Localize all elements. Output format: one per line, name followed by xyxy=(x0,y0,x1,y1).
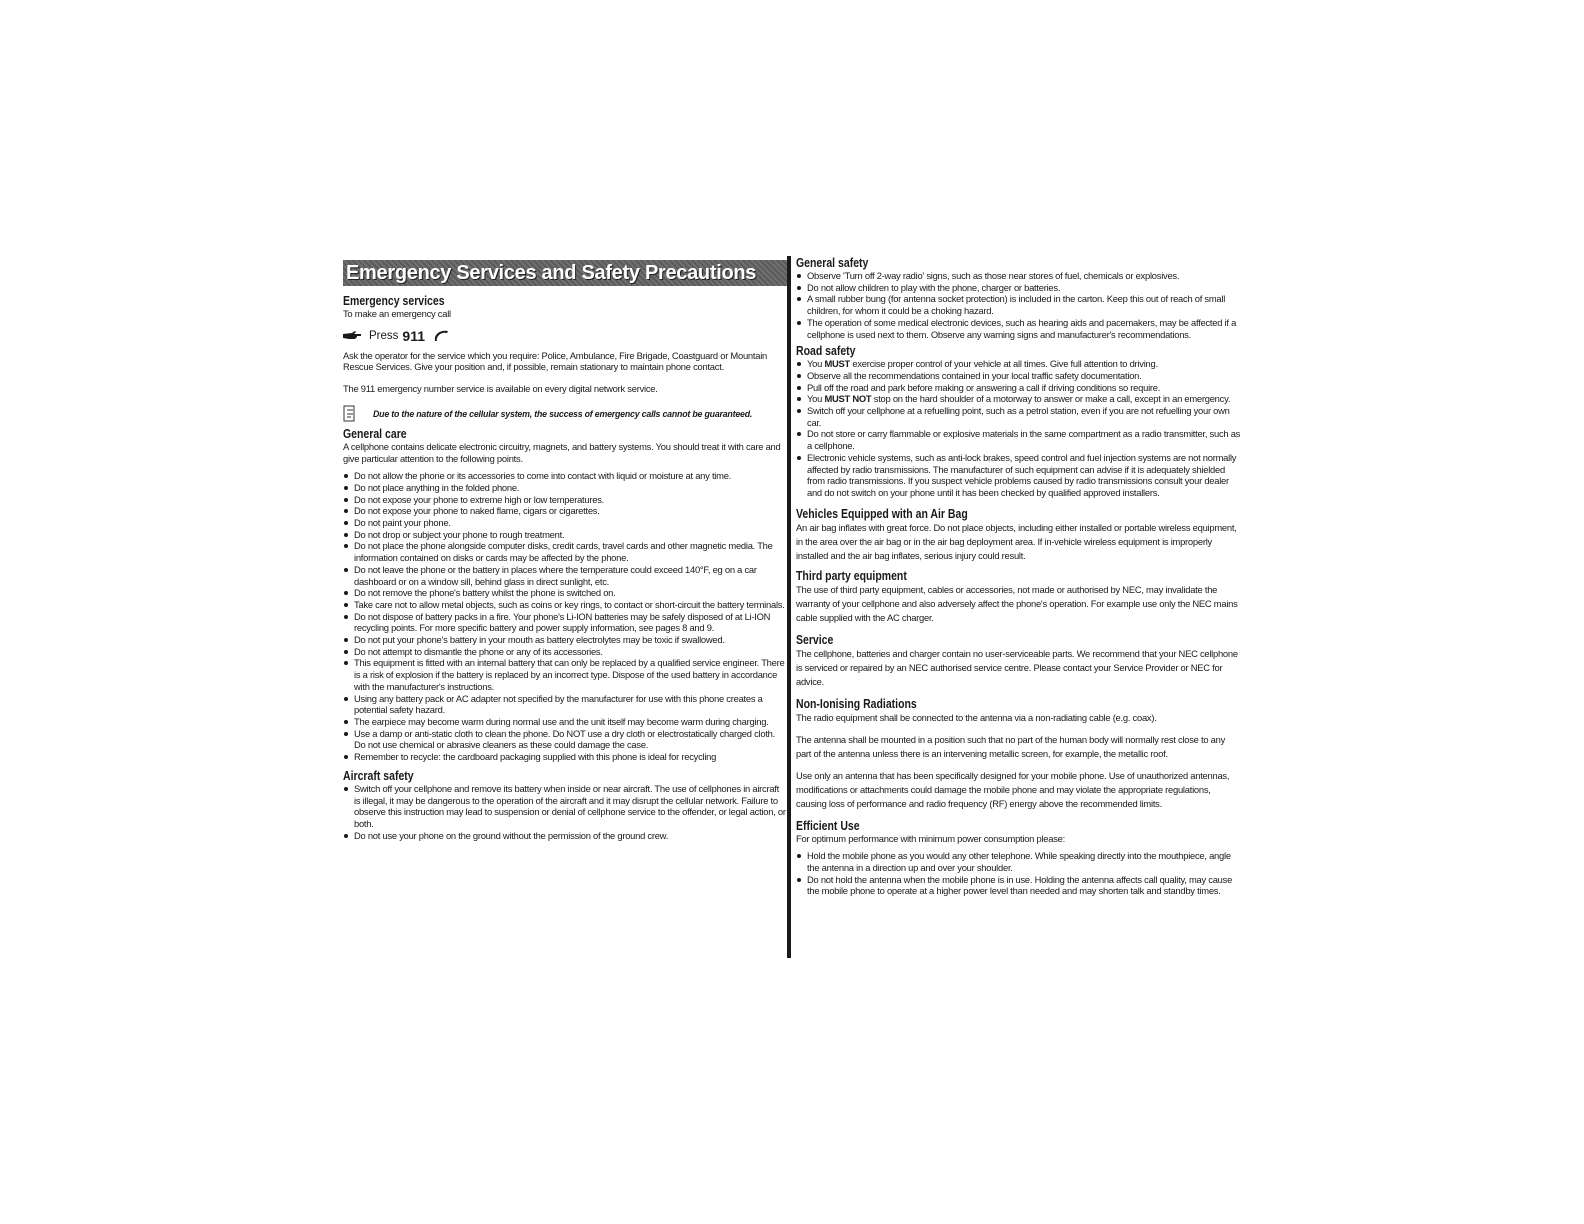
press-label: Press xyxy=(369,329,399,342)
list-item: Switch off your cellphone and remove its battery when inside or near aircraft. The use of cellphones in aircraft is illegal, it may be dangerous to the operation of the aircraft and it may disrupt the cellular network. Failure to observe this instruction may lead to suspension or denial of cellphone service to the offender, or legal action, or both. xyxy=(343,783,787,830)
general-care-intro: A cellphone contains delicate electronic circuitry, magnets, and battery systems. You should treat it with care and give particular attention to the following points. xyxy=(343,440,781,464)
list-item: Do not use your phone on the ground without the permission of the ground crew. xyxy=(343,830,787,842)
emergency-intro: To make an emergency call xyxy=(343,308,451,319)
list-item: Do not paint your phone. xyxy=(343,517,787,529)
list-item: Do not put your phone's battery in your mouth as battery electrolytes may be toxic if swallowed. xyxy=(343,634,787,646)
left-column xyxy=(343,256,787,841)
service-heading: Service xyxy=(796,632,834,647)
list-item: Do not attempt to dismantle the phone or any of its accessories. xyxy=(343,646,787,658)
general-care-list xyxy=(343,470,787,763)
list-item: Do not expose your phone to extreme high or low temperatures. xyxy=(343,494,787,506)
list-item: A small rubber bung (for antenna socket protection) is included in the carton. Keep this out of reach of small children, for whom it could be a choking hazard. xyxy=(796,293,1242,316)
list-item: Do not place anything in the folded phone. xyxy=(343,482,787,494)
telephone-handset-icon xyxy=(433,330,449,342)
list-item: Observe 'Turn off 2-way radio' signs, such as those near stores of fuel, chemicals or explosives. xyxy=(796,270,1242,282)
service-text: The cellphone, batteries and charger contain no user-serviceable parts. We recommend that your NEC cellphone is serviced or repaired by an NEC authorised service centre. Please contact your Service Provider or NEC for advice. xyxy=(796,647,1238,687)
efficient-use-intro: For optimum performance with minimum power consumption please: xyxy=(796,832,1065,844)
emergency-para-1: Ask the operator for the service which you require: Police, Ambulance, Fire Brigade, Coastguard or Mountain Rescue Services. Give your position and, if possible, remain stationary to maintain phone contact. xyxy=(343,349,767,373)
list-item: Remember to recycle: the cardboard packaging supplied with this phone is ideal for recycling xyxy=(343,751,787,763)
efficient-use-heading: Efficient Use xyxy=(796,818,860,833)
non-ionising-heading: Non-Ionising Radiations xyxy=(796,696,917,711)
list-item: Do not dispose of battery packs in a fire. Your phone's Li-ION batteries may be safely disposed of at Li-ION recycling points. For more specific battery and power supply information, see pages 8 and 9. xyxy=(343,611,787,634)
list-item: You MUST exercise proper control of your vehicle at all times. Give full attention to driving. xyxy=(796,358,1242,370)
road-safety-list xyxy=(796,358,1242,498)
general-safety-list xyxy=(796,270,1242,340)
list-item: Do not hold the antenna when the mobile phone is in use. Holding the antenna affects call quality, may cause the mobile phone to operate at a higher power level than needed and may shorten talk and standby times. xyxy=(796,874,1242,897)
list-item: This equipment is fitted with an internal battery that can only be replaced by a qualified service engineer. There is a risk of explosion if the battery is replaced by an incorrect type. Dispose of the used battery in accordance with the manufacturer's instructions. xyxy=(343,657,787,692)
non-ionising-para-1: The radio equipment shall be connected to the antenna via a non-radiating cable (e.g. coax). xyxy=(796,711,1157,723)
note-pad-icon xyxy=(343,405,357,423)
non-ionising-para-2: The antenna shall be mounted in a position such that no part of the human body will normally rest close to any part of the antenna unless there is an intervening metallic screen, for example, the metallic roof. xyxy=(796,733,1226,759)
list-item: The earpiece may become warm during normal use and the unit itself may become warm during charging. xyxy=(343,716,787,728)
list-item: Pull off the road and park before making or answering a call if driving conditions so require. xyxy=(796,382,1242,394)
note xyxy=(343,405,787,423)
list-item: Electronic vehicle systems, such as anti-lock brakes, speed control and fuel injection systems are not normally affected by radio transmissions. The manufacturer of such equipment can advise if it is adequately shielded from radio transmissions. If you suspect vehicle problems caused by radio transmissions consult your dealer and do not switch on your phone until it has been checked by qualified approved installers. xyxy=(796,452,1242,499)
list-item: Do not place the phone alongside computer disks, credit cards, travel cards and other magnetic media. The information contained on disks or cards may be affected by the phone. xyxy=(343,540,787,563)
general-care-heading: General care xyxy=(343,426,407,441)
list-item: Do not allow the phone or its accessories to come into contact with liquid or moisture at any time. xyxy=(343,470,787,482)
list-item: Take care not to allow metal objects, such as coins or key rings, to contact or short-circuit the battery terminals. xyxy=(343,599,787,611)
aircraft-safety-heading: Aircraft safety xyxy=(343,768,414,783)
right-column xyxy=(796,256,1242,897)
non-ionising-para-3: Use only an antenna that has been specifically designed for your mobile phone. Use of unauthorized antennas, modifications or attachments could damage the mobile phone and may violate the appropriate regulations, causing loss of performance and radio frequency (RF) energy above the recommended limits. xyxy=(796,769,1230,809)
press-instruction xyxy=(343,326,787,346)
emergency-services-heading: Emergency services xyxy=(343,294,445,308)
road-safety-heading: Road safety xyxy=(796,344,856,359)
page-title: Emergency Services and Safety Precautions xyxy=(343,260,787,286)
list-item: Switch off your cellphone at a refuelling point, such as a petrol station, even if you are not refuelling your own car. xyxy=(796,405,1242,428)
emergency-para-2: The 911 emergency number service is available on every digital network service. xyxy=(343,383,658,395)
list-item: Do not store or carry flammable or explosive materials in the same compartment as a radio transmitter, such as a cellphone. xyxy=(796,428,1242,451)
list-item: Use a damp or anti-static cloth to clean the phone. Do NOT use a dry cloth or electrostatically charged cloth. Do not use chemical or abrasive cleaners as these could damage the case. xyxy=(343,728,787,751)
airbag-text: An air bag inflates with great force. Do not place objects, including either installed or portable wireless equipment, in the area over the air bag or in the air bag deployment area. If in-vehicle wireless equipment is improperly installed and the air bag inflates, serious injury could result. xyxy=(796,521,1237,561)
list-item: Hold the mobile phone as you would any other telephone. While speaking directly into the mouthpiece, angle the antenna in a direction up and over your shoulder. xyxy=(796,850,1242,873)
list-item: The operation of some medical electronic devices, such as hearing aids and pacemakers, may be affected if a cellphone is used next to them. Observe any warning signs and manufacturer's recommendations. xyxy=(796,317,1242,340)
third-party-text: The use of third party equipment, cables or accessories, not made or authorised by NEC, may invalidate the warranty of your cellphone and also adversely affect the phone's operation. For example use only the NEC mains cable supplied with the AC charger. xyxy=(796,583,1238,623)
emergency-number: 911 xyxy=(402,327,425,344)
general-safety-heading: General safety xyxy=(796,256,869,270)
efficient-use-list xyxy=(796,850,1242,897)
airbag-heading: Vehicles Equipped with an Air Bag xyxy=(796,506,968,521)
aircraft-safety-list xyxy=(343,783,787,842)
note-text: Due to the nature of the cellular system, the success of emergency calls cannot be guaranteed. xyxy=(373,408,753,419)
column-divider xyxy=(787,256,791,958)
list-item: Do not allow children to play with the phone, charger or batteries. xyxy=(796,282,1242,294)
pointing-hand-icon xyxy=(343,331,361,341)
list-item: Do not expose your phone to naked flame, cigars or cigarettes. xyxy=(343,505,787,517)
list-item: Do not leave the phone or the battery in places where the temperature could exceed 140°F, eg on a car dashboard or on a window sill, behind glass in direct sunlight, etc. xyxy=(343,564,787,587)
list-item: Do not remove the phone's battery whilst the phone is switched on. xyxy=(343,587,787,599)
list-item: Observe all the recommendations contained in your local traffic safety documentation. xyxy=(796,370,1242,382)
list-item: Do not drop or subject your phone to rough treatment. xyxy=(343,529,787,541)
third-party-heading: Third party equipment xyxy=(796,568,907,583)
list-item: Using any battery pack or AC adapter not specified by the manufacturer for use with this phone creates a potential safety hazard. xyxy=(343,693,787,716)
list-item: You MUST NOT stop on the hard shoulder of a motorway to answer or make a call, except in an emergency. xyxy=(796,393,1242,405)
